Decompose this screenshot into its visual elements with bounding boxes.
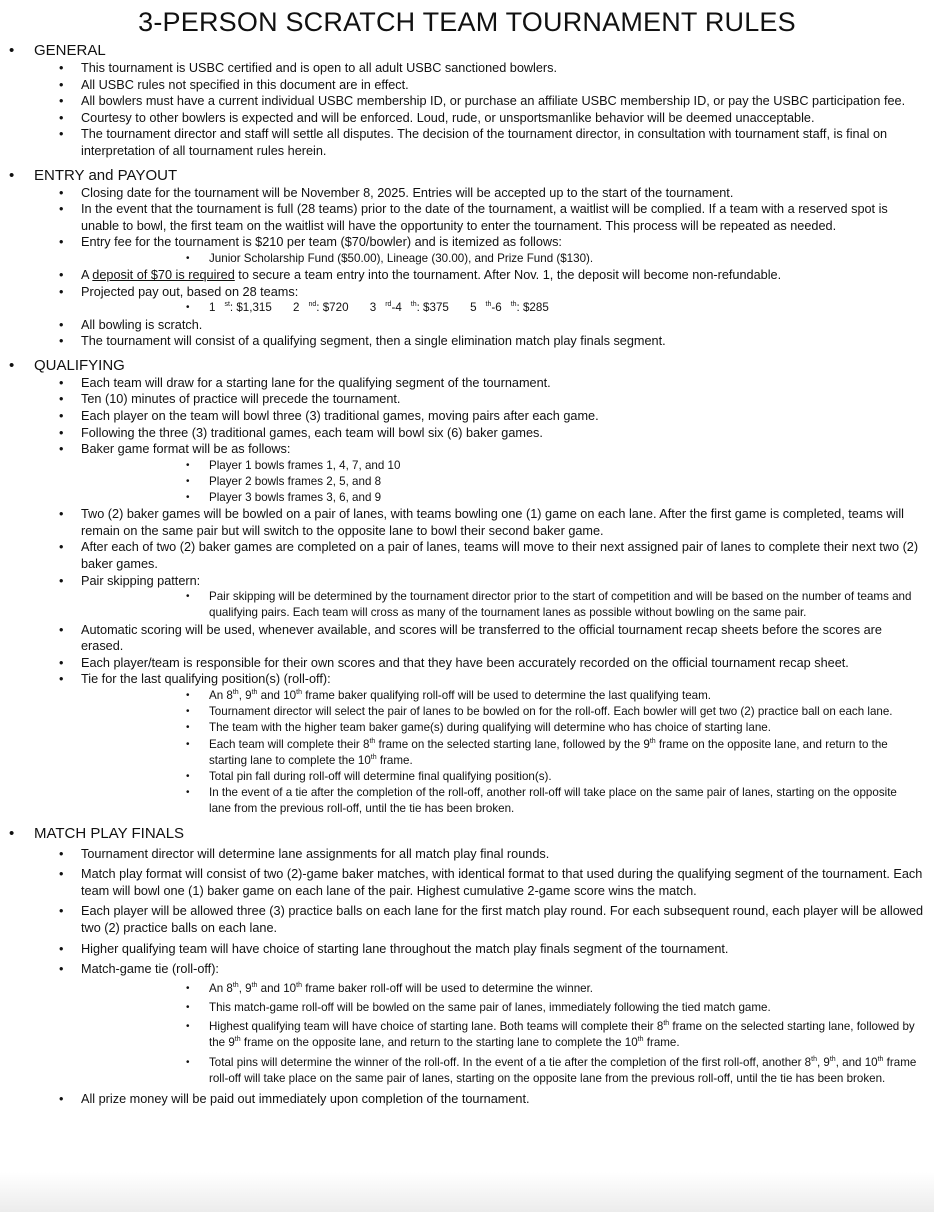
list-item [0, 573, 934, 622]
heading-text: QUALIFYING [34, 356, 125, 374]
section-heading-match-play: • MATCH PLAY FINALS [9, 824, 185, 842]
payout-fifth-sixth: 5 $^{th}$-6 $^{th}$: $285 [470, 301, 549, 315]
list-item: • Closing date for the tournament will be November 8, 2025. Entries will be accepted up to the start of the tournament. [0, 185, 934, 202]
list-item: • Pair skipping will be determined by the tournament director prior to the start of competition and will be based on the number of teams and qualifying pairs. Each team will cross as many of the tournament lanes as possible without bowling on the same pair. [81, 589, 926, 621]
list-item: • An 8th, 9th and 10th frame baker roll-off will be used to determine the winner. [81, 981, 926, 997]
qualifying-list [0, 375, 934, 818]
section-match-play [0, 825, 934, 1108]
deposit-prefix: A [81, 268, 93, 283]
pair-skipping-list [81, 589, 926, 621]
general-list [0, 60, 934, 160]
list-item: • After each of two (2) baker games are completed on a pair of lanes, teams will move to their next assigned pair of lanes to complete their next two (2) baker games. [0, 539, 934, 572]
match-tie-label: Match-game tie (roll-off): [81, 962, 219, 977]
list-item: • Tournament director will determine lane assignments for all match play final rounds. [0, 846, 934, 863]
list-item: • An 8th, 9th and 10th frame baker qualifying roll-off will be used to determine the last qualifying team. [81, 688, 926, 704]
payout-row [81, 300, 926, 316]
list-item: • In the event of a tie after the completion of the roll-off, another roll-off will take place on the same pair of lanes, starting on the opposite lane from the previous roll-off, until the tie has been broken. [81, 785, 926, 817]
list-item [0, 441, 934, 506]
qualifying-tie-list [81, 688, 926, 818]
list-item: • All bowlers must have a current individual USBC membership ID, or purchase an affiliate USBC membership ID, or pay the USBC participation fee. [0, 93, 934, 110]
list-item: • This tournament is USBC certified and is open to all adult USBC sanctioned bowlers. [0, 60, 934, 77]
list-item: • Player 3 bowls frames 3, 6, and 9 [81, 490, 926, 506]
section-general [0, 42, 934, 160]
page-title: 3-PERSON SCRATCH TEAM TOURNAMENT RULES [138, 7, 796, 37]
section-heading-general: • GENERAL [9, 42, 106, 59]
list-item: • Junior Scholarship Fund ($50.00), Lineage (30.00), and Prize Fund ($130). [81, 251, 926, 267]
heading-text: GENERAL [34, 42, 106, 59]
list-item: • Courtesy to other bowlers is expected and will be enforced. Loud, rude, or unsportsmanlike behavior will be deemed unacceptable. [0, 110, 934, 127]
list-item [0, 284, 934, 317]
list-item: • Following the three (3) traditional games, each team will bowl six (6) baker games. [0, 425, 934, 442]
baker-format-list [81, 458, 926, 507]
list-item: • All prize money will be paid out immediately upon completion of the tournament. [0, 1091, 934, 1108]
list-item: • Each player on the team will bowl three (3) traditional games, moving pairs after each game. [0, 408, 934, 425]
page-bottom-shade [0, 1172, 934, 1212]
list-item: • In the event that the tournament is full (28 teams) prior to the date of the tournament, a waitlist will be complied. If a team with a reserved spot is unable to bowl, the first team on the waitlist will have the opportunity to enter the tournament. This process will be repeated as needed. [0, 201, 934, 234]
match-tie-list [81, 981, 926, 1087]
list-item: • Each player/team is responsible for their own scores and that they have been accurately recorded on the official tournament recap sheet. [0, 655, 934, 672]
list-item: • Each team will draw for a starting lane for the qualifying segment of the tournament. [0, 375, 934, 392]
list-item: • All USBC rules not specified in this document are in effect. [0, 77, 934, 94]
list-item: • Tournament director will select the pair of lanes to be bowled on for the roll-off. Each bowler will get two (2) practice ball on each lane. [81, 704, 926, 720]
list-item: • Each team will complete their 8th frame on the selected starting lane, followed by the 9th frame on the opposite lane, and return to the starting lane to complete the 10th frame. [81, 737, 926, 769]
section-entry-payout [0, 167, 934, 350]
heading-text: MATCH PLAY FINALS [34, 824, 185, 842]
list-item: • Total pins will determine the winner of the roll-off. In the event of a tie after the completion of the first roll-off, another 8th, 9th, and 10th frame roll-off will take place on the same pair of lanes, starting on the opposite lane from the previous roll-off, until the tie has been broken. [81, 1055, 926, 1087]
list-item: • Player 1 bowls frames 1, 4, 7, and 10 [81, 458, 926, 474]
list-item: • Match play format will consist of two (2)-game baker matches, with identical format to that used during the qualifying segment of the tournament. Each team will bowl one (1) baker game on each lane of the pair. Highest cumulative 2-game score wins the match. [0, 866, 934, 899]
tie-label: Tie for the last qualifying position(s) (roll-off): [81, 672, 331, 687]
list-item: • All bowling is scratch. [0, 317, 934, 334]
match-play-list [0, 846, 934, 1108]
baker-format-label: Baker game format will be as follows: [81, 442, 291, 457]
pair-skipping-label: Pair skipping pattern: [81, 573, 201, 588]
fee-breakdown-list [81, 251, 926, 267]
section-heading-entry: • ENTRY and PAYOUT [9, 166, 178, 184]
section-heading-qualifying: • QUALIFYING [9, 356, 125, 374]
payout-list [81, 300, 926, 316]
deposit-suffix: to secure a team entry into the tournament. After Nov. 1, the deposit will become non-refundable. [234, 268, 782, 283]
list-item [0, 671, 934, 817]
payout-intro: Projected pay out, based on 28 teams: [81, 284, 299, 299]
list-item: • Automatic scoring will be used, whenever available, and scores will be transferred to the official tournament recap sheets before the scores are erased. [0, 622, 934, 655]
list-item [0, 267, 934, 284]
list-item: • Ten (10) minutes of practice will precede the tournament. [0, 391, 934, 408]
list-item: • Highest qualifying team will have choice of starting lane. Both teams will complete their 8th frame on the selected starting lane, followed by the 9th frame on the opposite lane, and return to the starting lane to complete the 10th frame. [81, 1019, 926, 1051]
list-item: • Two (2) baker games will be bowled on a pair of lanes, with teams bowling one (1) game on each lane. After the first game is completed, teams will remain on the same pair but will switch to the opposite lane to bowl their second baker game. [0, 506, 934, 539]
payout-second: 2 $^{nd}$: $720 [293, 301, 349, 315]
heading-text: ENTRY and PAYOUT [34, 166, 178, 184]
list-item [0, 234, 934, 267]
fee-text: Entry fee for the tournament is $210 per team ($70/bowler) and is itemized as follows: [81, 235, 562, 250]
list-item: • The tournament director and staff will settle all disputes. The decision of the tournament director, in consultation with tournament staff, is final on interpretation of all tournament rules herein. [0, 126, 934, 159]
payout-third-fourth: 3 $^{rd}$-4 $^{th}$: $375 [369, 301, 449, 315]
section-qualifying [0, 357, 934, 818]
list-item: • The tournament will consist of a qualifying segment, then a single elimination match play finals segment. [0, 333, 934, 350]
list-item: • This match-game roll-off will be bowled on the same pair of lanes, immediately following the tied match game. [81, 1000, 926, 1016]
payout-first: 1 $^{st}$: $1,315 [209, 301, 272, 315]
list-item: • The team with the higher team baker game(s) during qualifying will determine who has choice of starting lane. [81, 720, 926, 736]
list-item [0, 961, 934, 1087]
list-item: • Player 2 bowls frames 2, 5, and 8 [81, 474, 926, 490]
entry-list [0, 185, 934, 350]
list-item: • Total pin fall during roll-off will determine final qualifying position(s). [81, 769, 926, 785]
deposit-underlined: deposit of $70 is required [92, 268, 235, 283]
list-item: • Each player will be allowed three (3) practice balls on each lane for the first match play round. For each subsequent round, each player will be allowed two (2) practice balls on each lane. [0, 903, 934, 936]
list-item: • Higher qualifying team will have choice of starting lane throughout the match play finals segment of the tournament. [0, 941, 934, 958]
